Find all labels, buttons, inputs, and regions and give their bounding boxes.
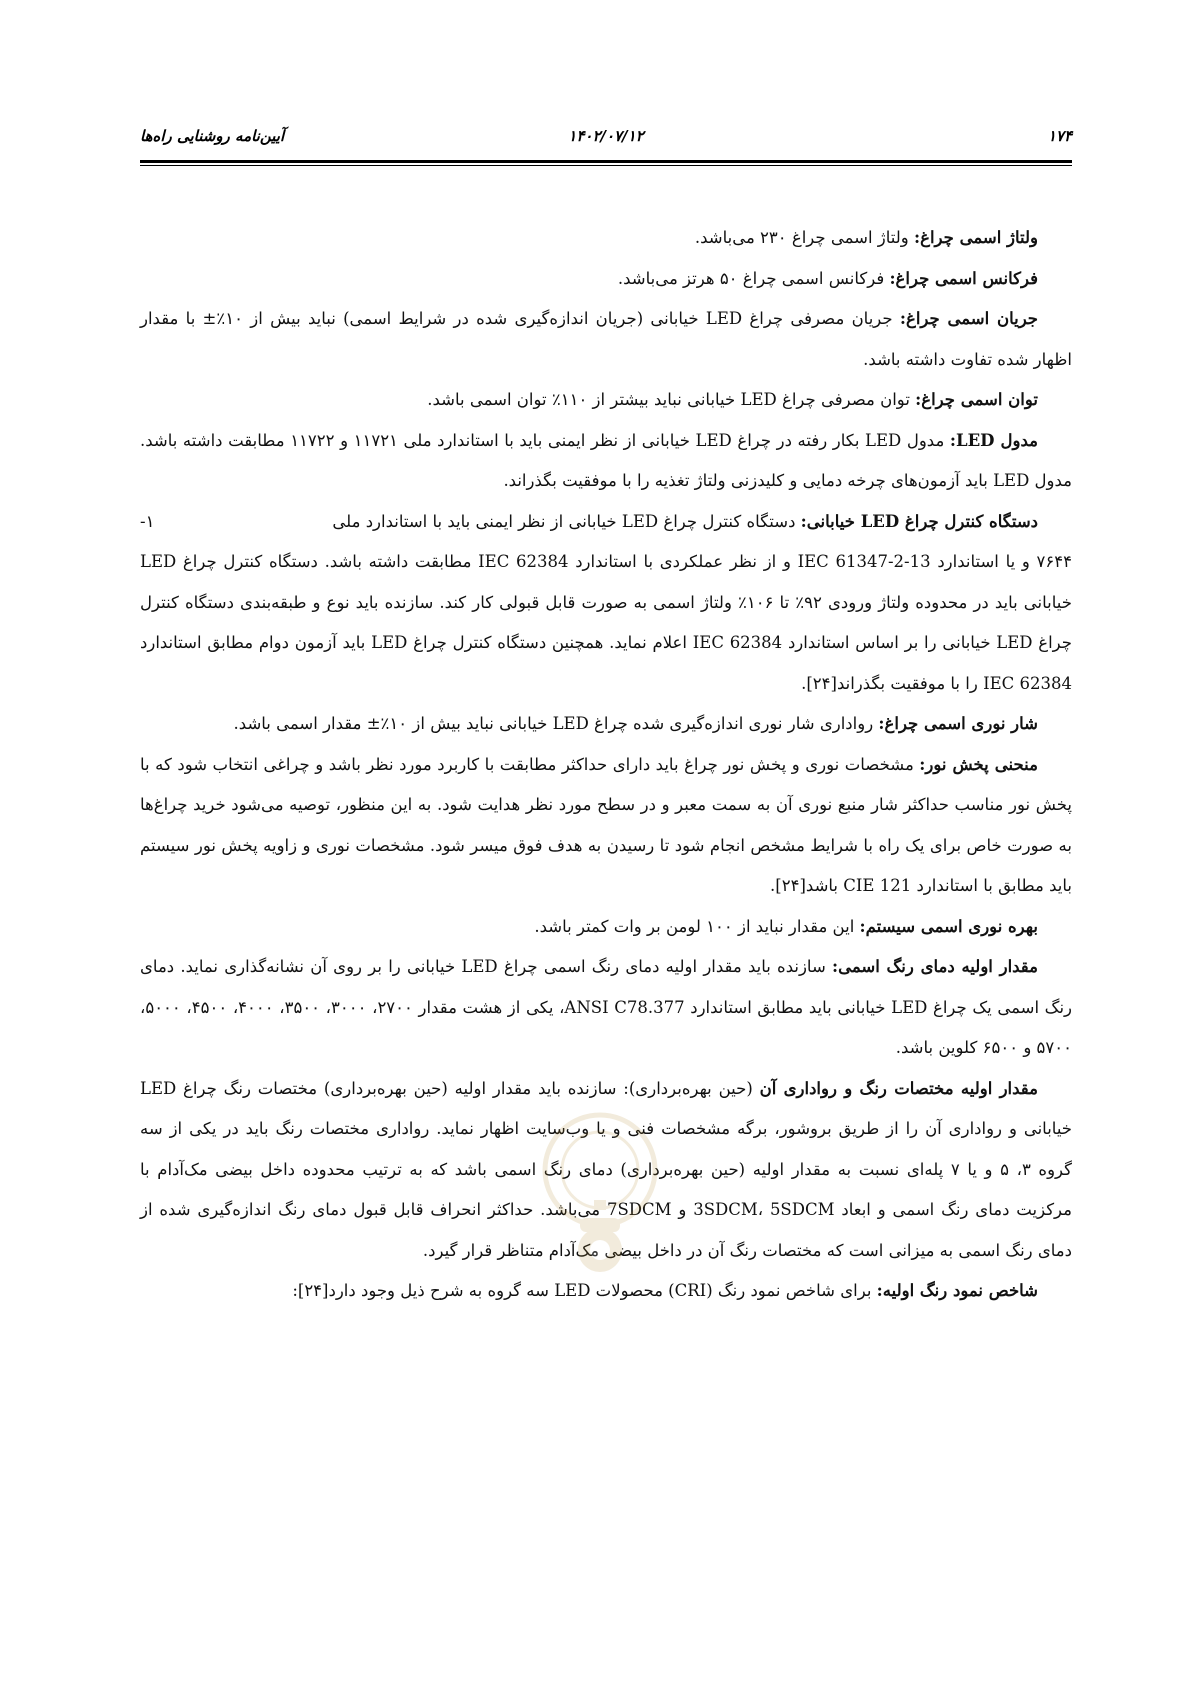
term-label: جریان اسمی چراغ: (899, 309, 1038, 328)
paragraph-rated-current (140, 299, 1072, 380)
header-date: ۱۴۰۲/۰۷/۱۲ (568, 127, 644, 145)
paragraph-text: ولتاژ اسمی چراغ ۲۳۰ می‌باشد. (694, 228, 915, 247)
term-label: ولتاژ اسمی چراغ: (914, 228, 1038, 247)
term-label: بهره نوری اسمی سیستم: (859, 916, 1038, 936)
paragraph-text: توان مصرفی چراغ LED خیابانی نباید بیشتر از ۱۱۰٪ توان اسمی باشد. (427, 390, 916, 409)
paragraph-control-gear (140, 502, 1072, 543)
term-label: شار نوری اسمی چراغ: (878, 714, 1038, 733)
term-label: توان اسمی چراغ: (915, 390, 1038, 409)
paragraph-text: مشخصات نوری و پخش نور چراغ باید دارای حداکثر مطابقت با کاربرد مورد نظر باشد و چراغی انتخاب شود که با پخش نور مناسب حداکثر شار منبع نوری آن به سمت معبر و در سطح مورد نظر هدایت شود. به این منظور، توصیه می‌شود خرید چراغ‌ها به صورت خاص برای یک راه با شرایط مشخص انجام شود تا رسیدن به هدف فوق میسر شود. مشخصات نوری و زاویه پخش نور سیستم باید مطابق با استاندارد CIE 121 باشد[۲۴]. (140, 754, 1072, 895)
term-label: شاخص نمود رنگ اولیه: (876, 1281, 1038, 1300)
list-number: ۱- (140, 511, 155, 531)
paragraph-text: ۷۶۴۴ و یا استاندارد IEC 61347-2-13 و از نظر عملکردی با استاندارد IEC 62384 مطابقت داشته باشد. دستگاه کنترل چراغ LED خیابانی باید در محدوده ولتاژ ورودی ۹۲٪ تا ۱۰۶٪ ولتاژ اسمی به صورت قابل قبولی کار کند. سازنده باید نوع و طبقه‌بندی دستگاه کنترل چراغ LED خیابانی را بر اساس استاندارد IEC 62384 اعلام نماید. همچنین دستگاه کنترل چراغ LED باید آزمون دوام مطابق استاندارد IEC 62384 را با موفقیت بگذراند[۲۴]. (140, 552, 1072, 693)
paragraph-text: فرکانس اسمی چراغ ۵۰ هرتز می‌باشد. (617, 268, 890, 288)
paragraph-text: مدول LED بکار رفته در چراغ LED خیابانی از نظر ایمنی باید با استاندارد ملی ۱۱۷۲۱ و ۱۱۷۲۲ مطابقت داشته باشد. مدول LED باید آزمون‌های چرخه دمایی و کلیدزنی ولتاژ تغذیه را با موفقیت بگذراند. (140, 430, 1072, 490)
document-body (140, 218, 1072, 1312)
paragraph-control-gear-continued (140, 542, 1072, 704)
paragraph-luminous-flux (140, 704, 1072, 745)
paragraph-text: جریان مصرفی چراغ LED خیابانی (جریان اندازه‌گیری شده در شرایط اسمی) نباید بیش از ۱۰٪± با مقدار اظهار شده تفاوت داشته باشد. (140, 309, 1072, 369)
term-label: مقدار اولیه مختصات رنگ و رواداری آن (759, 1078, 1038, 1098)
paragraph-rated-frequency (140, 259, 1072, 300)
paragraph-color-rendering (140, 1271, 1072, 1312)
paragraph-led-module (140, 421, 1072, 502)
term-label: منحنی پخش نور: (919, 754, 1038, 774)
paragraph-text: دستگاه کنترل چراغ LED خیابانی از نظر ایمنی باید با استاندارد ملی (332, 511, 801, 531)
paragraph-light-distribution (140, 745, 1072, 907)
paragraph-text: برای شاخص نمود رنگ (CRI) محصولات LED سه گروه به شرح ذیل وجود دارد[۲۴]: (292, 1281, 877, 1300)
document-title: آیین‌نامه روشنایی راه‌ها (140, 127, 285, 145)
term-label: مقدار اولیه دمای رنگ اسمی: (832, 957, 1038, 976)
paragraph-system-efficacy (140, 907, 1072, 948)
paragraph-text: این مقدار نباید از ۱۰۰ لومن بر وات کمتر باشد. (534, 916, 860, 936)
paragraph-rated-voltage (140, 218, 1072, 259)
page-number: ۱۷۴ (1047, 127, 1072, 145)
term-label: دستگاه کنترل چراغ LED خیابانی: (800, 511, 1038, 531)
paragraph-text: رواداری شار نوری اندازه‌گیری شده چراغ LED خیابانی نباید بیش از ۱۰٪± مقدار اسمی باشد. (233, 714, 879, 733)
paragraph-rated-power (140, 380, 1072, 421)
page-header (140, 127, 1072, 151)
term-label: مدول LED: (949, 430, 1038, 450)
header-divider (140, 160, 1072, 163)
term-label: فرکانس اسمی چراغ: (889, 268, 1038, 288)
paragraph-color-temperature (140, 947, 1072, 1069)
paragraph-text: (حین بهره‌برداری): سازنده باید مقدار اولیه (حین بهره‌برداری) مختصات رنگ چراغ LED خیابانی و رواداری آن را از طریق بروشور، برگه مشخصات فنی و یا وب‌سایت اظهار نماید. رواداری مختصات رنگ باید در یکی از سه گروه ۳، ۵ و یا ۷ پله‌ای نسبت به مقدار اولیه (حین بهره‌برداری) دمای رنگ اسمی باشد که به ترتیب محدوده داخل بیضی مک‌آدام با مرکزیت دمای رنگ اسمی و ابعاد 3SDCM، 5SDCM و 7SDCM می‌باشد. حداکثر انحراف قابل قبول دمای رنگ اندازه‌گیری شده از دمای رنگ اسمی به میزانی است که مختصات رنگ آن در داخل بیضی مک‌آدام متناظر قرار گیرد. (140, 1078, 1073, 1260)
paragraph-chromaticity (140, 1069, 1072, 1272)
paragraph-text: سازنده باید مقدار اولیه دمای رنگ اسمی چراغ LED خیابانی را بر روی آن نشانه‌گذاری نماید. دمای رنگ اسمی یک چراغ LED خیابانی باید مطابق استاندارد ANSI C78.377، یکی از هشت مقدار ۲۷۰۰، ۳۰۰۰، ۳۵۰۰، ۴۰۰۰، ۴۵۰۰، ۵۰۰۰، ۵۷۰۰ و ۶۵۰۰ کلوین باشد. (140, 957, 1073, 1057)
